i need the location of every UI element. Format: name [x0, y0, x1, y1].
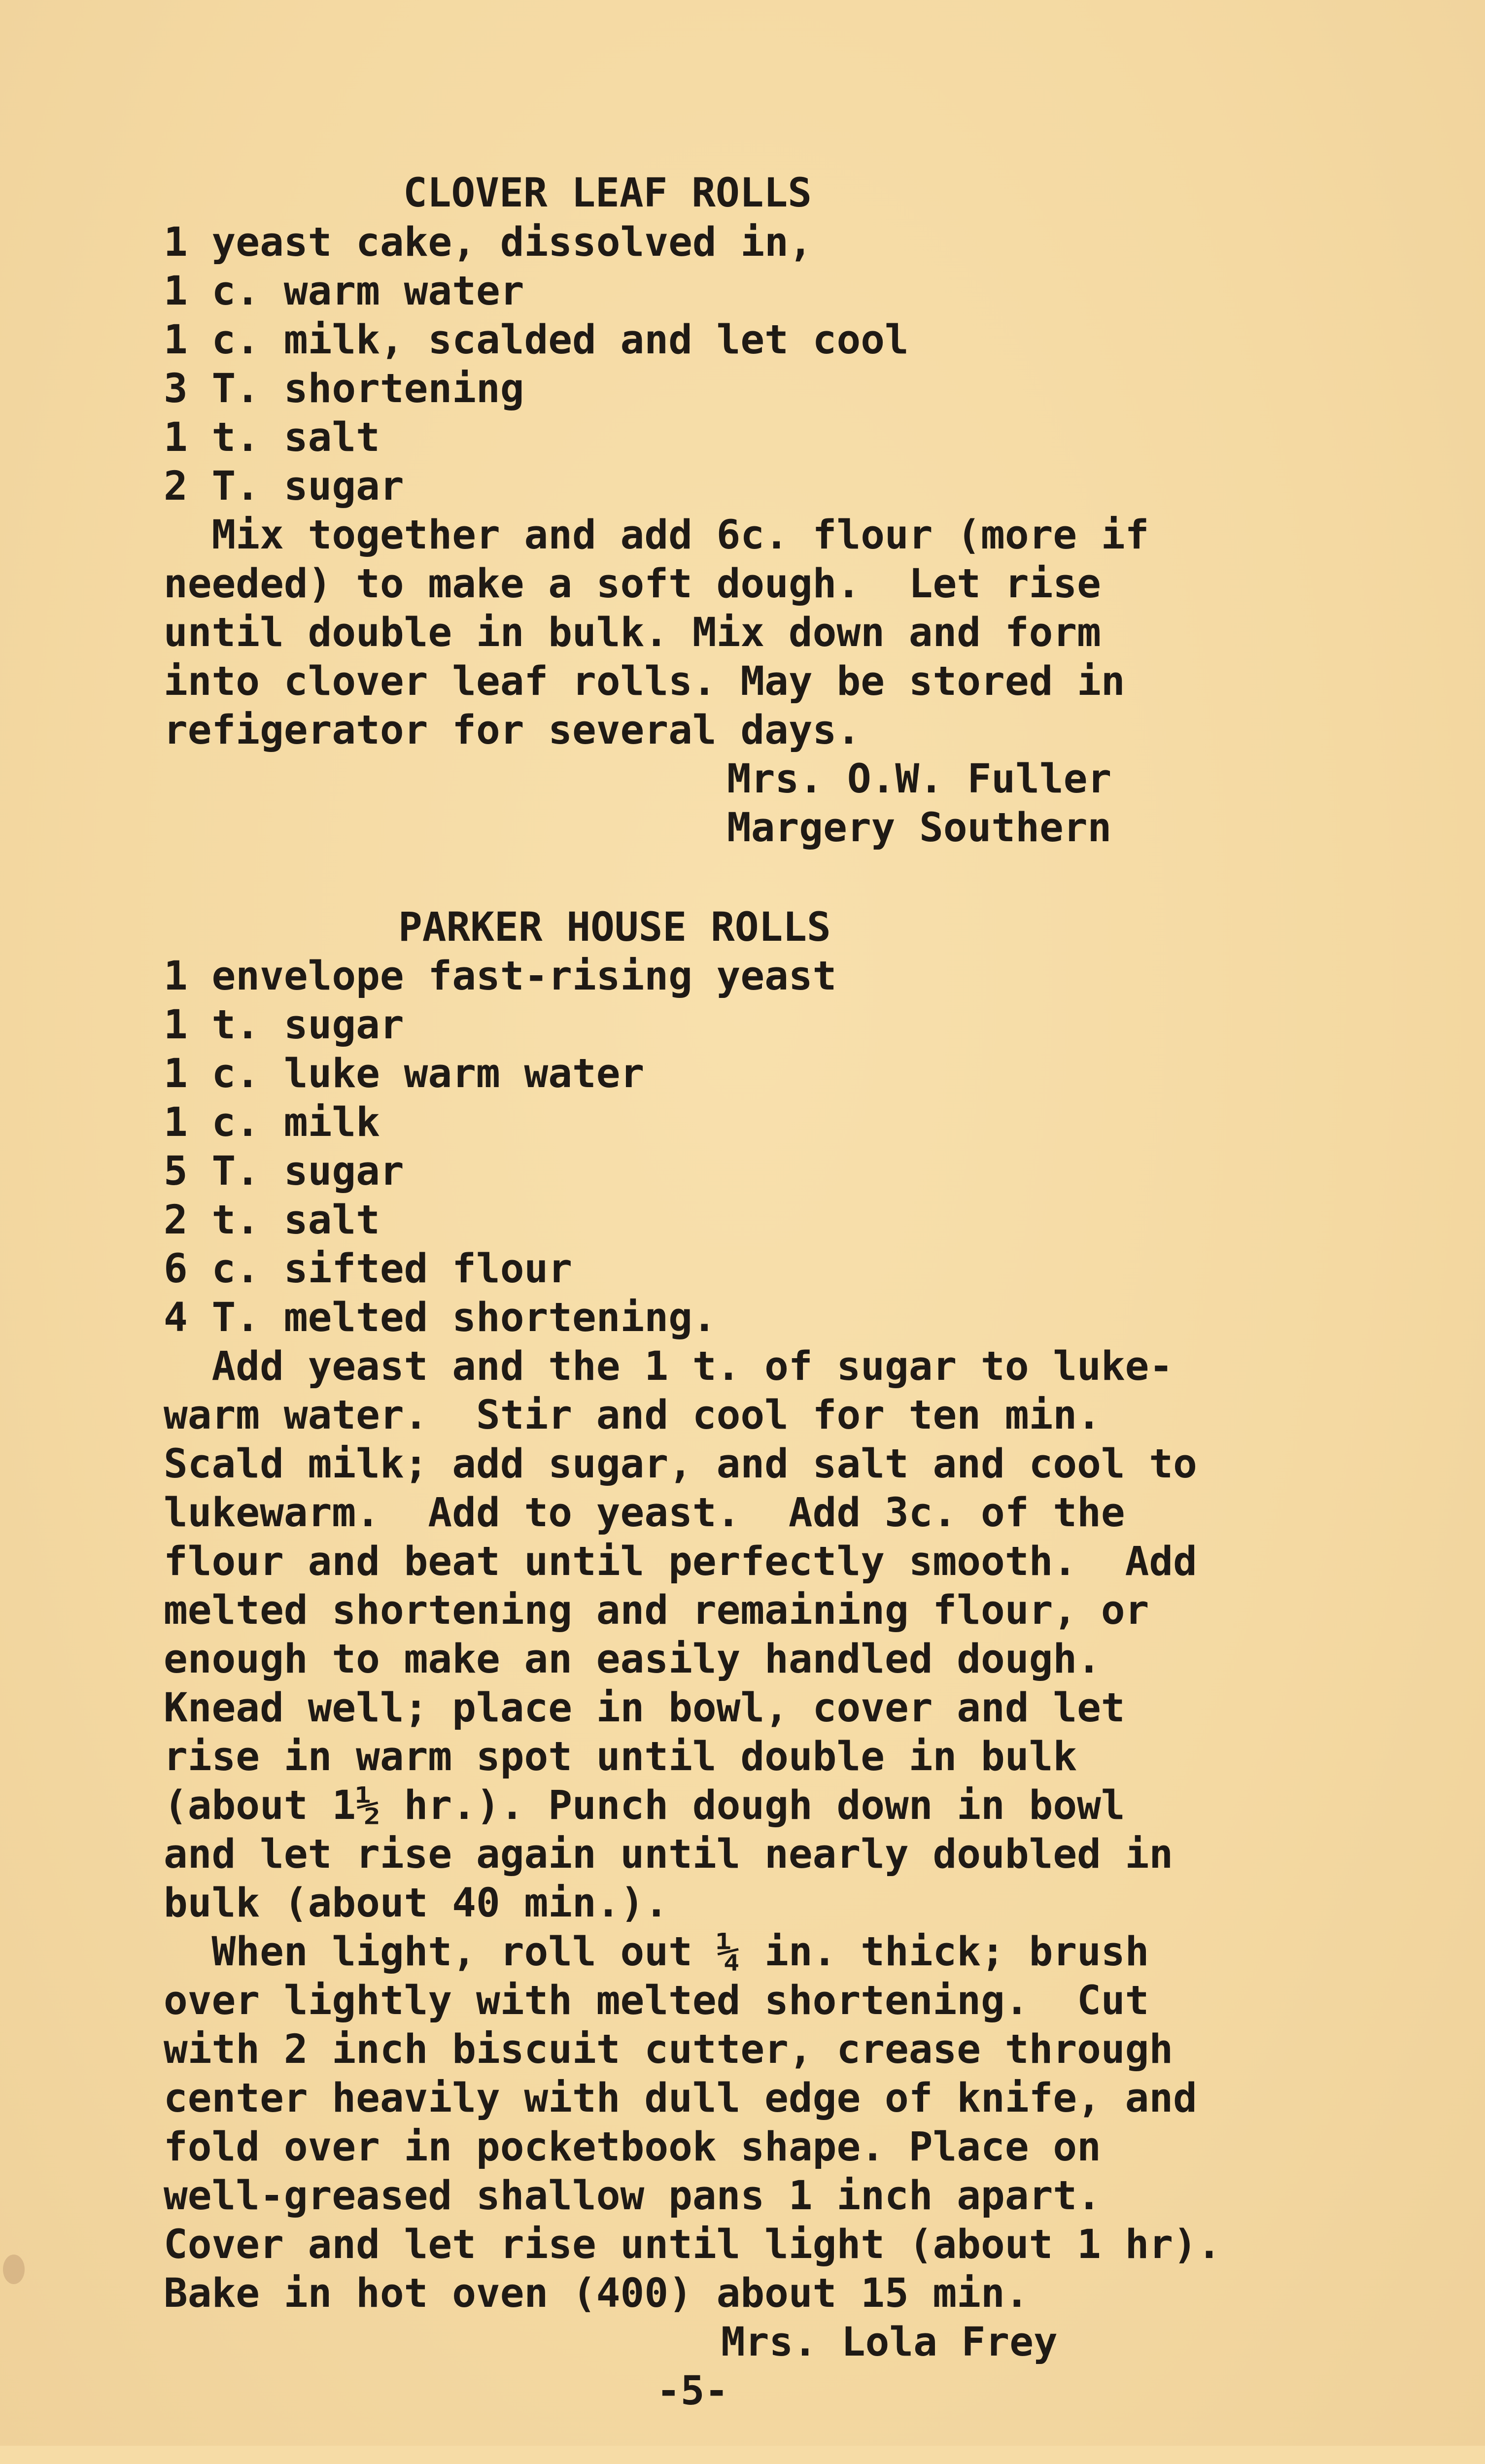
direction-line: Mix together and add 6c. flour (more if [164, 512, 1149, 558]
ingredient-line: 1 envelope fast-rising yeast [164, 953, 837, 999]
ingredient-line: 1 c. warm water [164, 268, 524, 314]
ingredient-line: 1 c. milk, scalded and let cool [164, 317, 909, 363]
direction-line: rise in warm spot until double in bulk [164, 1734, 1077, 1780]
ingredient-line: 2 t. salt [164, 1197, 380, 1243]
direction-line: over lightly with melted shortening. Cut [164, 1978, 1149, 2024]
ingredient-line: 1 t. salt [164, 414, 380, 461]
ingredient-line: 2 T. sugar [164, 463, 404, 510]
direction-line: center heavily with dull edge of knife, and [164, 2075, 1197, 2122]
direction-line: fold over in pocketbook shape. Place on [164, 2124, 1101, 2170]
direction-line: until double in bulk. Mix down and form [164, 610, 1101, 656]
direction-line: Knead well; place in bowl, cover and let [164, 1685, 1125, 1731]
contributor-name: Mrs. Lola Frey [721, 2319, 1058, 2365]
ingredient-line: 1 c. luke warm water [164, 1051, 645, 1097]
direction-line: needed) to make a soft dough. Let rise [164, 561, 1101, 607]
contributor-name: Mrs. O.W. Fuller [727, 756, 1112, 802]
direction-line: Cover and let rise until light (about 1 hr). [164, 2222, 1221, 2268]
page-number: -5- [656, 2368, 729, 2414]
direction-line: and let rise again until nearly doubled in [164, 1831, 1174, 1878]
ingredient-line: 1 c. milk [164, 1099, 380, 1146]
ingredient-line: 4 T. melted shortening. [164, 1295, 717, 1341]
ingredient-line: 1 t. sugar [164, 1002, 404, 1048]
recipe-title-clover-leaf-rolls: CLOVER LEAF ROLLS [403, 170, 812, 216]
recipe-title-parker-house-rolls: PARKER HOUSE ROLLS [398, 904, 831, 951]
direction-line: with 2 inch biscuit cutter, crease through [164, 2026, 1174, 2073]
ingredient-line: 3 T. shortening [164, 366, 524, 412]
direction-line: Bake in hot oven (400) about 15 min. [164, 2270, 1029, 2317]
direction-line: into clover leaf rolls. May be stored in [164, 658, 1125, 705]
ingredient-line: 5 T. sugar [164, 1148, 404, 1195]
direction-line: Add yeast and the 1 t. of sugar to luke- [164, 1343, 1174, 1390]
direction-line: When light, roll out ¼ in. thick; brush [164, 1929, 1149, 1975]
direction-line: (about 1½ hr.). Punch dough down in bowl [164, 1782, 1125, 1829]
contributor-name: Margery Southern [727, 805, 1112, 851]
direction-line: Scald milk; add sugar, and salt and cool to [164, 1441, 1197, 1487]
ingredient-line: 6 c. sifted flour [164, 1246, 573, 1292]
paper-stain [3, 2255, 25, 2284]
ingredient-line: 1 yeast cake, dissolved in, [164, 219, 813, 266]
direction-line: well-greased shallow pans 1 inch apart. [164, 2173, 1101, 2219]
direction-line: warm water. Stir and cool for ten min. [164, 1392, 1101, 1438]
direction-line: bulk (about 40 min.). [164, 1880, 669, 1926]
direction-line: melted shortening and remaining flour, or [164, 1587, 1149, 1634]
direction-line: lukewarm. Add to yeast. Add 3c. of the [164, 1490, 1125, 1536]
direction-line: enough to make an easily handled dough. [164, 1636, 1101, 1682]
direction-line: flour and beat until perfectly smooth. Add [164, 1539, 1197, 1585]
direction-line: refigerator for several days. [164, 707, 861, 753]
